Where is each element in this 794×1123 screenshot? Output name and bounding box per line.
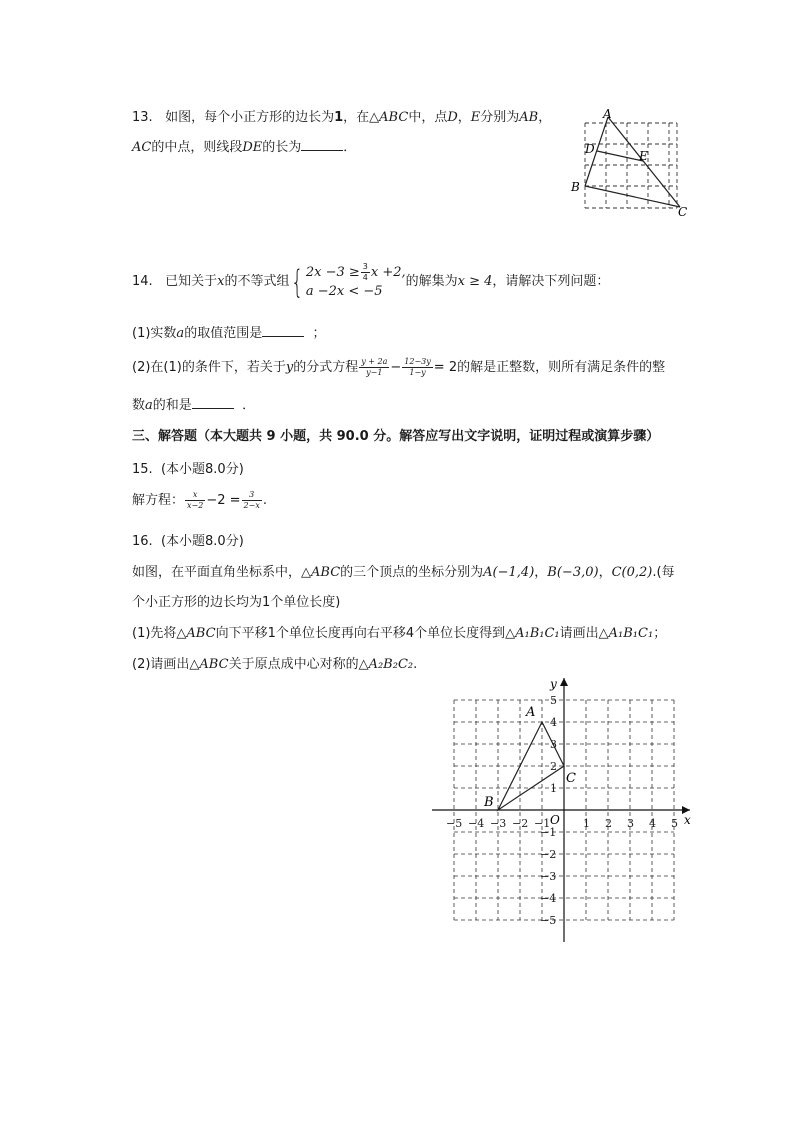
y-tick-label: 4 bbox=[550, 716, 557, 729]
x-tick-label: −4 bbox=[468, 817, 485, 830]
q13-line2: AC的中点，则线段DE的长为 ． bbox=[132, 140, 357, 155]
q14-number: 14. bbox=[132, 274, 153, 289]
q13-line1: 13. 如图，每个小正方形的边长为1，在△ABC中，点D，E分别为AB， bbox=[132, 110, 552, 125]
q13-triangle bbox=[585, 117, 680, 207]
y-tick-label: −3 bbox=[540, 870, 557, 883]
y-tick-label: −2 bbox=[540, 848, 557, 861]
y-axis-arrow bbox=[560, 678, 568, 686]
y-tick-label: 1 bbox=[550, 782, 557, 795]
y-axis-label: y bbox=[550, 677, 557, 691]
answer-blank[interactable] bbox=[262, 324, 304, 337]
point-e-label: E bbox=[639, 149, 648, 163]
q16-number: 16. bbox=[132, 534, 153, 549]
x-tick-label: −5 bbox=[446, 817, 463, 830]
answer-blank[interactable] bbox=[301, 138, 343, 151]
x-tick-label: −3 bbox=[490, 817, 507, 830]
y-tick-label: −5 bbox=[540, 914, 557, 927]
x-tick-label: −1 bbox=[534, 817, 551, 830]
inequality-system: 2x −3 ≥ $\frac{3}{4}$ x +2, a −2x < −5 bbox=[305, 262, 406, 299]
vertex-a-label: A bbox=[603, 107, 612, 121]
q15-equation: 解方程： $\frac{x}{x-2}$ −2 = $\frac{3}{2-x}$ . bbox=[132, 490, 267, 510]
q14-line1: 14. 已知关于x的不等式组{ 2x −3 ≥ $\frac{3}{4}$ x +2, a −2x < −5 的解集为x ≥ 4，请解决下列问题： bbox=[132, 262, 610, 301]
x-tick-label: 2 bbox=[605, 817, 612, 830]
vertex-a-label: A bbox=[526, 705, 536, 720]
q14-part2-line2: 数a的和是 ． bbox=[132, 398, 256, 413]
q15-number: 15. bbox=[132, 462, 153, 477]
q16-header: 16. (本小题8.0分) bbox=[132, 534, 244, 549]
y-tick-label: 3 bbox=[550, 738, 557, 751]
system-brace: { bbox=[291, 262, 304, 301]
q14-part1: (1)实数a的取值范围是 ； bbox=[132, 326, 326, 341]
q15-header: 15. (本小题8.0分) bbox=[132, 462, 244, 477]
q14-part2-line1: (2)在(1)的条件下，若关于y的分式方程 $\frac{y + 2a}{y-1}$ − $\frac{12-3y}{1-y}$ = 2的解是正整数，则所有满足条件的整 bbox=[132, 357, 666, 377]
x-tick-label: 3 bbox=[627, 817, 634, 830]
x-axis-label: x bbox=[684, 813, 691, 827]
q16-line2: 个小正方形的边长均为1个单位长度) bbox=[132, 595, 341, 610]
axes bbox=[432, 678, 690, 942]
q16-line1: 如图，在平面直角坐标系中，△ABC的三个顶点的坐标分别为A(−1,4)，B(−3,0)，C(0,2).(每 bbox=[132, 565, 675, 580]
vertex-b-label: B bbox=[571, 180, 580, 194]
y-tick-label: 5 bbox=[550, 694, 557, 707]
y-tick-label: −4 bbox=[540, 892, 557, 905]
vertex-b-label: B bbox=[484, 795, 494, 810]
q13-figure bbox=[566, 104, 696, 222]
q16-part2: (2)请画出△ABC关于原点成中心对称的△A₂B₂C₂. bbox=[132, 657, 418, 672]
x-tick-label: 5 bbox=[671, 817, 678, 830]
coordinate-grid-figure bbox=[428, 674, 700, 946]
point-d-label: D bbox=[585, 142, 595, 156]
vertex-c-label: C bbox=[566, 771, 576, 786]
answer-blank[interactable] bbox=[192, 396, 234, 409]
q13-grid bbox=[585, 123, 677, 208]
q16-part1: (1)先将△ABC向下平移1个单位长度再向右平移4个单位长度得到△A₁B₁C₁请画出△A₁B₁C₁； bbox=[132, 626, 667, 641]
origin-label: O bbox=[550, 813, 560, 827]
q13-number: 13. bbox=[132, 110, 153, 125]
y-tick-label: 2 bbox=[550, 760, 557, 773]
vertex-c-label: C bbox=[678, 205, 688, 219]
section-heading: 三、解答题（本大题共 9 小题，共 90.0 分。解答应写出文字说明，证明过程或演算步骤） bbox=[132, 429, 660, 444]
x-tick-label: 4 bbox=[649, 817, 656, 830]
x-tick-label: −2 bbox=[512, 817, 529, 830]
x-tick-label: 1 bbox=[583, 817, 590, 830]
y-tick-label: −1 bbox=[540, 826, 557, 839]
